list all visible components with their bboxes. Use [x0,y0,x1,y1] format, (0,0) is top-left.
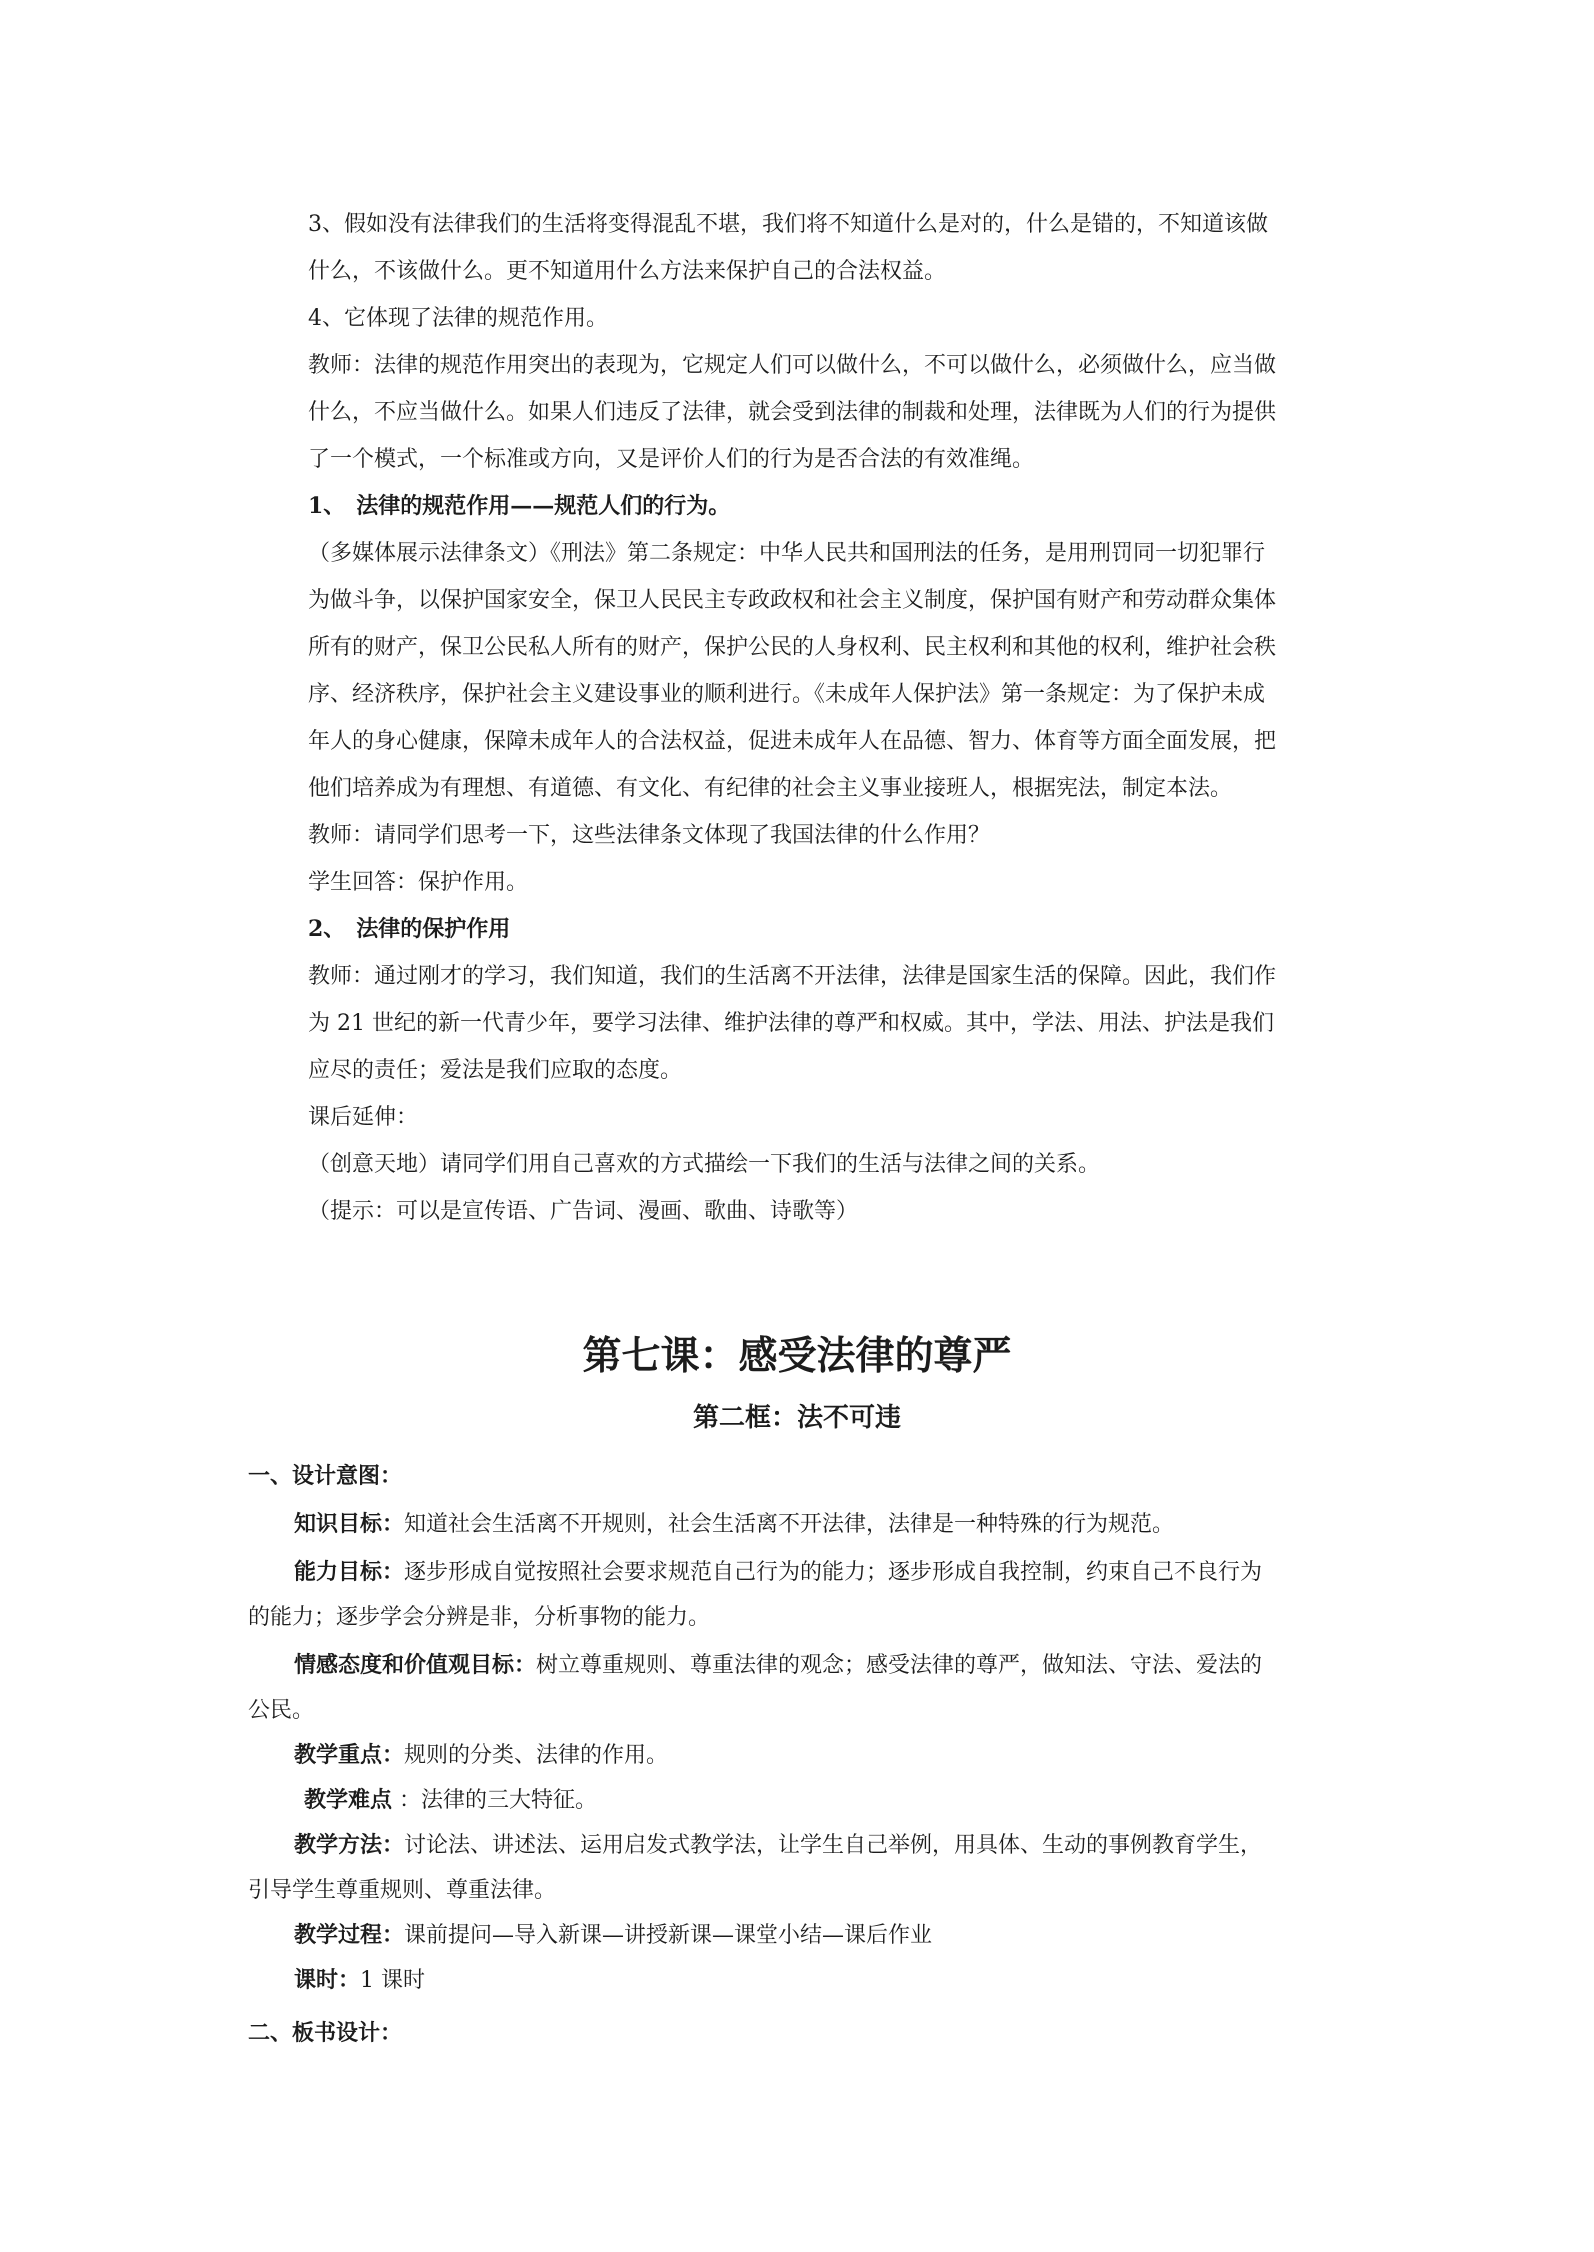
teaching-process [248,1913,1358,1958]
teaching-process-label: 教学过程： [294,1922,405,1948]
paragraph-line: 所有的财产，保卫公民私人所有的财产，保护公民的人身权利、民主权利和其他的权利，维护社会秩 [308,635,1277,660]
teaching-difficulty-text: ：法律的三大特征。 [392,1788,598,1813]
paragraph-line: （提示：可以是宣传语、广告词、漫画、歌曲、诗歌等） [308,1199,859,1224]
section-heading-board: 二、板书设计： [248,2020,403,2046]
teaching-method-continued: 引导学生尊重规则、尊重法律。 [248,1878,557,1903]
teaching-difficulty-label: 教学难点 [304,1787,393,1813]
paragraph-line: 学生回答：保护作用。 [308,870,529,895]
paragraph-line: 3、假如没有法律我们的生活将变得混乱不堪，我们将不知道什么是对的，什么是错的，不知道该做 [308,212,1269,237]
paragraph-line: （创意天地）请同学们用自己喜欢的方式描绘一下我们的生活与法律之间的关系。 [308,1152,1101,1177]
ability-goal-continued: 的能力；逐步学会分辨是非，分析事物的能力。 [248,1605,711,1630]
paragraph-line: 教师：通过刚才的学习，我们知道，我们的生活离不开法律，法律是国家生活的保障。因此，我们作 [308,964,1277,989]
paragraph-line: 序、经济秩序，保护社会主义建设事业的顺利进行。《未成年人保护法》第一条规定：为了保护未成 [308,682,1266,707]
teaching-focus-text: 规则的分类、法律的作用。 [404,1743,669,1768]
teaching-focus [248,1733,1358,1778]
paragraph-line: 教师：请同学们思考一下，这些法律条文体现了我国法律的什么作用？ [308,823,991,848]
point-heading-2: 2、 法律的保护作用 [308,916,511,942]
section-heading-design: 一、设计意图： [248,1463,403,1489]
class-hours-label: 课时： [294,1967,361,1993]
teaching-focus-label: 教学重点： [294,1742,405,1768]
knowledge-goal-text: 知道社会生活离不开规则，社会生活离不开法律，法律是一种特殊的行为规范。 [404,1512,1175,1537]
ability-goal-text: 逐步形成自觉按照社会要求规范自己行为的能力；逐步形成自我控制，约束自己不良行为 [404,1560,1263,1585]
knowledge-goal-label: 知识目标： [294,1511,405,1537]
paragraph-line: 了一个模式，一个标准或方向，又是评价人们的行为是否合法的有效准绳。 [308,447,1035,472]
paragraph-line: 什么，不该做什么。更不知道用什么方法来保护自己的合法权益。 [308,259,947,284]
teaching-method-label: 教学方法： [294,1832,405,1858]
class-hours-text: 1 课时 [360,1968,426,1993]
lesson-plan [248,1454,1358,2056]
lesson-title: 第七课：感受法律的尊严 [582,1333,1012,1379]
point-heading-1: 1、 法律的规范作用——规范人们的行为。 [308,493,731,519]
paragraph-line: 应尽的责任；爱法是我们应取的态度。 [308,1058,683,1083]
teaching-difficulty [248,1778,1358,1823]
emotion-goal-continued: 公民。 [248,1698,315,1723]
paragraph-line: 为 21 世纪的新一代青少年，要学习法律、维护法律的尊严和权威。其中，学法、用法、护法是我们 [308,1011,1274,1036]
paragraph-line: 年人的身心健康，保障未成年人的合法权益，促进未成年人在品德、智力、体育等方面全面发展，把 [308,729,1277,754]
paragraph-line: 教师：法律的规范作用突出的表现为，它规定人们可以做什么，不可以做什么，必须做什么，应当做 [308,353,1277,378]
lesson-subtitle: 第二框：法不可违 [692,1403,901,1433]
emotion-goal-label: 情感态度和价值观目标： [294,1652,537,1678]
paragraph-line: 课后延伸： [308,1105,419,1130]
class-hours [248,1958,1358,2003]
knowledge-goal [248,1502,1358,1547]
ability-goal-label: 能力目标： [294,1559,405,1585]
emotion-goal-text: 树立尊重规则、尊重法律的观念；感受法律的尊严，做知法、守法、爱法的 [536,1653,1263,1678]
paragraph-line: 为做斗争，以保护国家安全，保卫人民民主专政政权和社会主义制度，保护国有财产和劳动群众集体 [308,588,1277,613]
lesson-continuation [308,201,1348,1235]
paragraph-line: 什么，不应当做什么。如果人们违反了法律，就会受到法律的制裁和处理，法律既为人们的行为提供 [308,400,1277,425]
teaching-method-text: 讨论法、讲述法、运用启发式教学法，让学生自己举例，用具体、生动的事例教育学生， [404,1833,1263,1858]
paragraph-line: 他们培养成为有理想、有道德、有文化、有纪律的社会主义事业接班人，根据宪法，制定本法。 [308,776,1233,801]
ability-goal [248,1550,1358,1595]
teaching-method [248,1823,1358,1868]
paragraph-line: （多媒体展示法律条文）《刑法》第二条规定：中华人民共和国刑法的任务，是用刑罚同一切犯罪行 [308,541,1266,566]
paragraph-line: 4、它体现了法律的规范作用。 [308,306,608,331]
teaching-process-text: 课前提问—导入新课—讲授新课—课堂小结—课后作业 [404,1923,933,1948]
emotion-goal [248,1643,1358,1688]
